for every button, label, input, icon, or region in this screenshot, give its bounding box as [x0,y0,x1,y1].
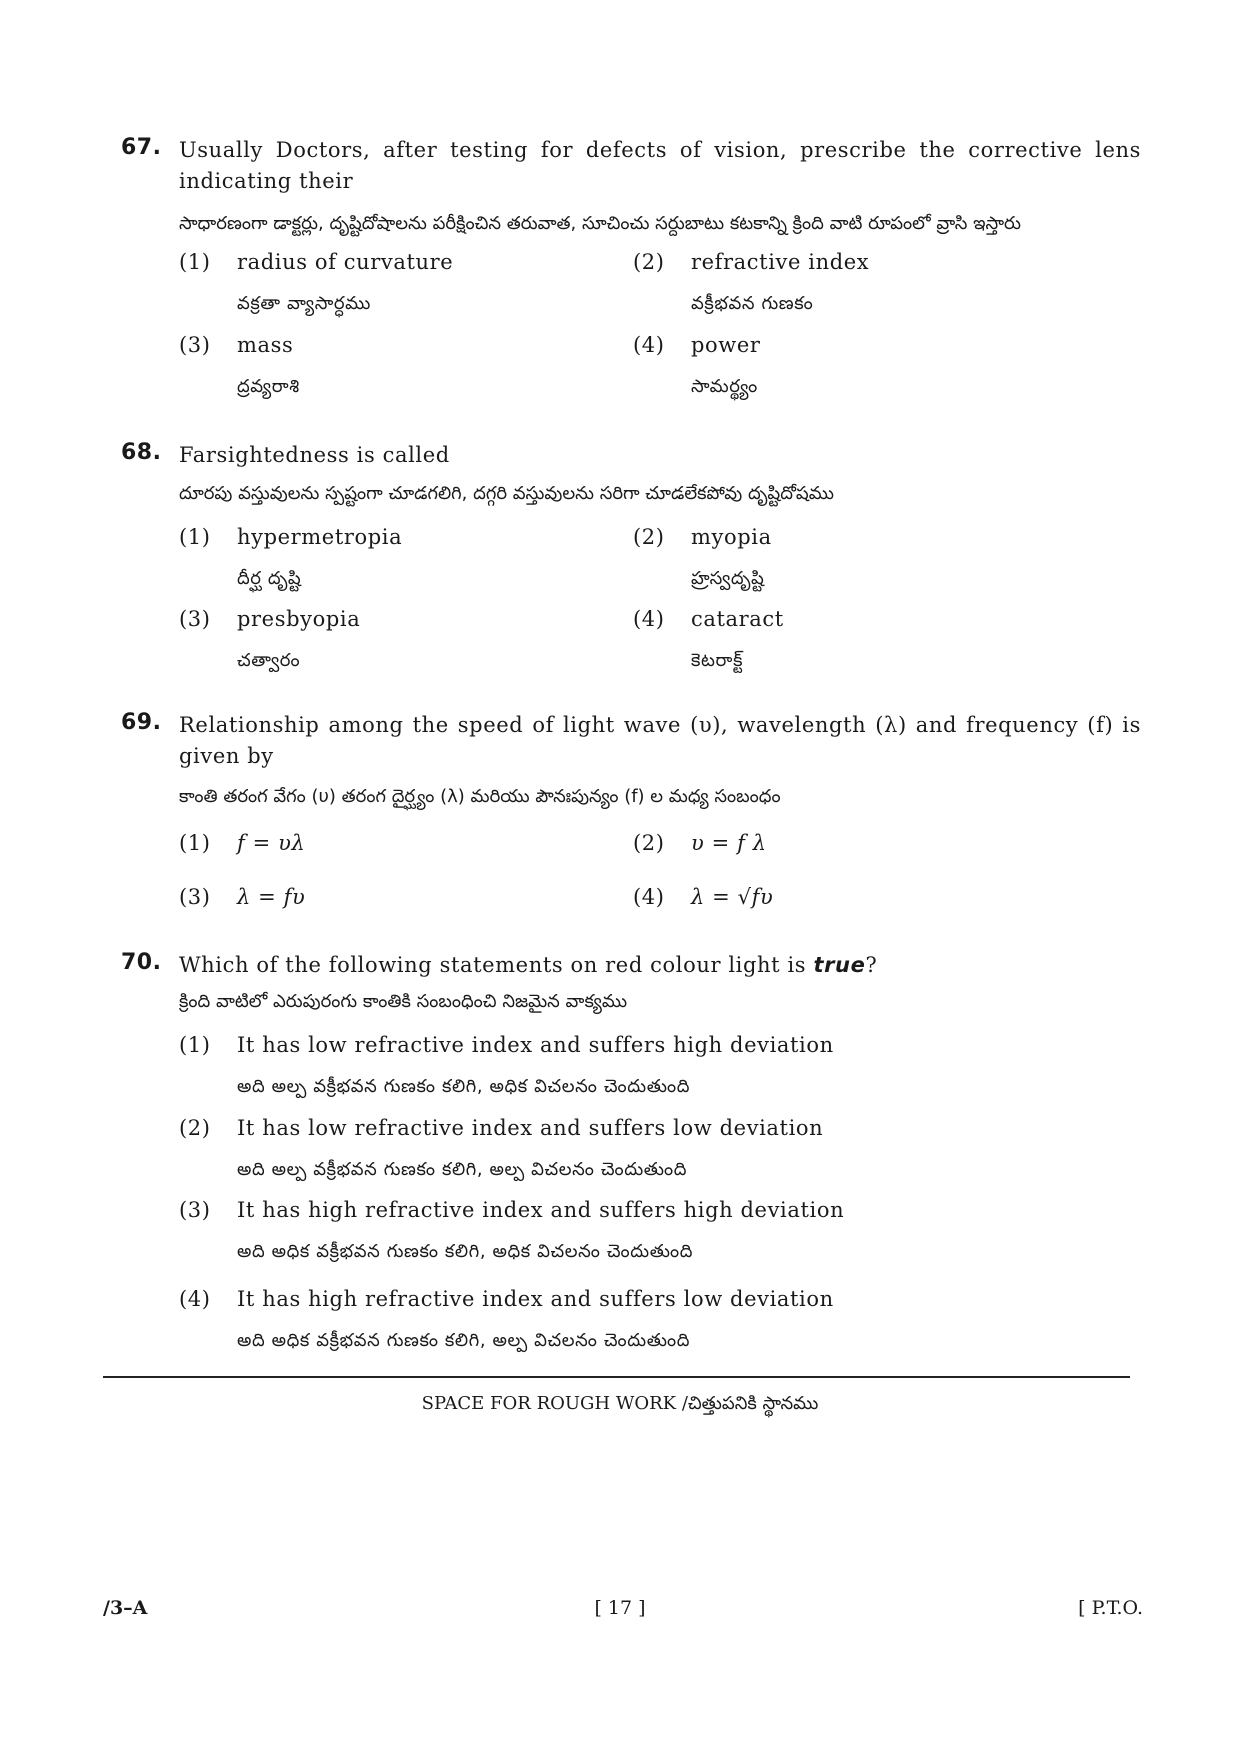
option-text-telugu: అది అల్ప వక్రీభవన గుణకం కలిగి, అధిక విచలనం చెందుతుంది [237,1076,691,1097]
option-number: (2) [179,1116,211,1140]
option-text-telugu: అది అధిక వక్రీభవన గుణకం కలిగి, అల్ప విచలనం చెందుతుంది [237,1330,691,1351]
option-text: myopia [691,525,772,549]
option-number: (4) [179,1287,211,1311]
rough-work-label: SPACE FOR ROUGH WORK /చిత్తుపనికి స్థానము [421,1393,819,1414]
option-text: presbyopia [237,607,361,631]
option-text: It has low refractive index and suffers high deviation [237,1033,834,1057]
formula: υ = f λ [691,831,767,855]
question-text-telugu: సాధారణంగా డాక్టర్లు, దృష్టిదోషాలను పరీక్షించిన తరువాత, సూచించు సర్దుబాటు కటకాన్ని క్రింది వాటి రూపంలో వ్రాసి ఇస్తారు [179,213,1021,234]
option-text-telugu: ద్రవ్యరాశి [237,376,300,397]
option-text-telugu: అది అధిక వక్రీభవన గుణకం కలిగి, అధిక విచలనం చెందుతుంది [237,1241,694,1262]
option-number: (4) [633,333,665,357]
option-text-telugu: వక్రతా వ్యాసార్ధము [237,293,372,314]
option-text-telugu: అది అల్ప వక్రీభవన గుణకం కలిగి, అల్ప విచలనం చెందుతుంది [237,1159,688,1180]
question-text [179,950,1141,981]
option-number: (1) [179,1033,211,1057]
emphasis: true [813,953,866,977]
question-number: 69. [121,710,162,735]
booklet-code: /3–A [103,1597,148,1619]
option-number: (2) [633,525,665,549]
option-number: (1) [179,831,211,855]
option-text-telugu: సామర్థ్యం [691,376,758,397]
question-69 [121,710,1141,930]
option-text: hypermetropia [237,525,403,549]
question-number: 68. [121,440,162,465]
option-number: (1) [179,525,211,549]
option-text-telugu: హ్రస్వదృష్టి [691,568,765,589]
option-text: power [691,333,761,357]
formula: λ = fυ [237,885,306,909]
option-text: mass [237,333,294,357]
question-number: 67. [121,135,162,160]
option-text: cataract [691,607,784,631]
option-text: refractive index [691,250,870,274]
option-text: It has high refractive index and suffers low deviation [237,1287,834,1311]
option-number: (3) [179,333,211,357]
option-text: radius of curvature [237,250,454,274]
option-text: It has high refractive index and suffers high deviation [237,1198,845,1222]
question-67 [121,135,1141,415]
question-text-telugu: కాంతి తరంగ వేగం (υ) తరంగ దైర్ఘ్యం (λ) మరియు పౌనఃపున్యం (f) ల మధ్య సంబంధం [179,786,781,807]
option-text: It has low refractive index and suffers low deviation [237,1116,824,1140]
option-text-telugu: కెటరాక్ట్ [691,650,744,671]
question-70 [121,950,1141,1350]
option-number: (1) [179,250,211,274]
option-number: (2) [633,250,665,274]
question-text-telugu: దూరపు వస్తువులను స్పష్టంగా చూడగలిగి, దగ్గరి వస్తువులను సరిగా చూడలేకపోవు దృష్టిదోషము [179,483,834,504]
option-number: (2) [633,831,665,855]
option-number: (3) [179,607,211,631]
question-text: Farsightedness is called [179,443,450,467]
option-number: (3) [179,1198,211,1222]
question-text: Relationship among the speed of light wave (υ), wavelength (λ) and frequency (f) is given by [179,713,1141,768]
option-number: (4) [633,607,665,631]
formula: λ = √fυ [691,885,774,909]
page-number: [ 17 ] [594,1597,646,1619]
option-number: (4) [633,885,665,909]
question-number: 70. [121,950,162,975]
formula: f = υλ [237,831,306,855]
option-text-telugu: దీర్ఘ దృష్టి [237,568,302,589]
question-text-telugu: క్రింది వాటిలో ఎరుపురంగు కాంతికి సంబంధించి నిజమైన వాక్యము [179,991,628,1012]
question-68 [121,440,1141,680]
question-text-part: Which of the following statements on red colour light is [179,953,814,977]
option-text-telugu: వక్రీభవన గుణకం [691,293,814,314]
question-text: Usually Doctors, after testing for defects of vision, prescribe the corrective lens indicating their [179,138,1141,193]
option-text-telugu: చత్వారం [237,650,301,671]
rough-work-divider [103,1376,1130,1378]
pto-label: [ P.T.O. [1078,1597,1143,1619]
question-text-part: ? [865,953,878,977]
option-number: (3) [179,885,211,909]
